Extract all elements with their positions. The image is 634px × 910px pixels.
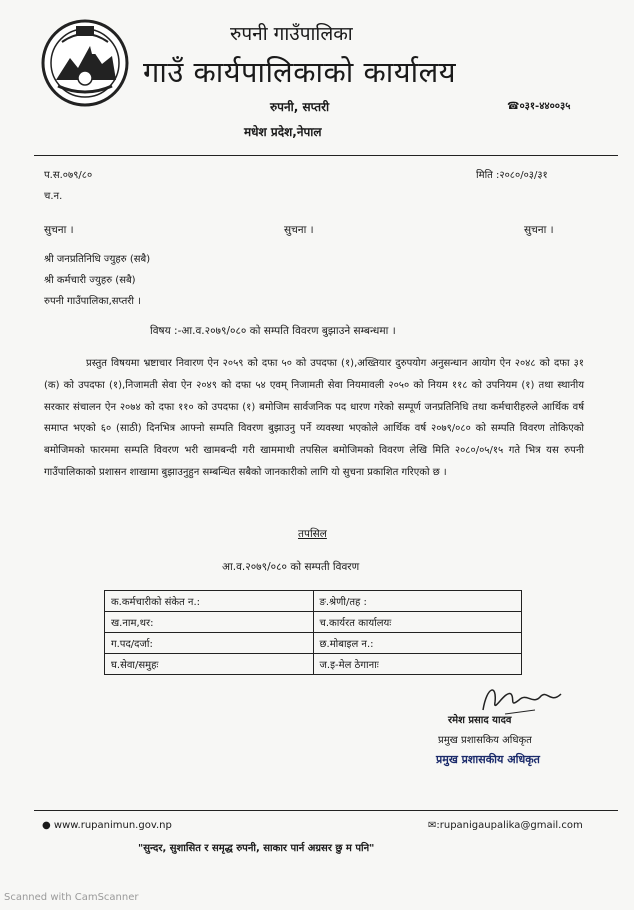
recipient-representatives: श्री जनप्रतिनिधि ज्युहरु (सबै) xyxy=(44,254,151,265)
table-title: आ.व.२०७९/०८० को सम्पती विवरण xyxy=(222,561,360,573)
notice-label-left: सुचना । xyxy=(44,224,74,236)
recipient-staff: श्री कर्मचारी ज्युहरु (सबै) xyxy=(44,275,136,286)
office-phone: ☎०३१-४४००३५ xyxy=(507,101,571,112)
table-row xyxy=(105,591,522,612)
table-cell: ङ.श्रेणी/तह : xyxy=(313,591,522,612)
table-cell: क.कर्मचारीको संकेत न.: xyxy=(105,591,314,612)
email-link[interactable]: rupanigaupalika@gmail.com xyxy=(439,820,583,831)
asset-info-table xyxy=(104,590,522,675)
website-link[interactable]: www.rupanimun.gov.np xyxy=(53,820,172,831)
table-row xyxy=(105,654,522,675)
globe-icon: ● xyxy=(42,820,51,831)
municipality-logo xyxy=(40,18,130,108)
header-divider xyxy=(34,155,618,156)
body-paragraph: प्रस्तुत विषयमा भ्रष्टाचार निवारण ऐन २०५९ को दफा ५० को उपदफा (१),अख्तियार दुरुपयोग अनुसन्धान आयोग ऐन २०४८ को दफा ३१ (क) को उपदफा (१),निजामती सेवा ऐन २०४९ को दफा ५४ एवम् निजामती सेवा नियमावली २०५० को नियम ११८ को उपनियम (१) तथा स्थानीय सरकार संचालन ऐन २०७४ को दफा ११० को उपदफा (१) बमोजिम सार्वजनिक पद धारण गरेको सम्पूर्ण जनप्रतिनिधि तथा कर्मचारीहरुले आर्थिक वर्ष समाप्त भएको ६० (साठी) दिनभित्र आफ्नो सम्पति विवरण बुझाउनु पर्ने व्यवस्था भएकोले आर्थिक वर्ष २०७९/०८० को सम्पति विवरण तोकिएको बमोजिमको फारममा सम्पति विवरण भरी खामबन्दी गरी खाममाथी तपसिल बमोजिमको विवरण लेखि मिति २०८०/०५/१५ गते भित्र यस रुपनी गाउँपालिकाको प्रशासन शाखामा बुझाउनुहुन सम्बन्धित सबैको जानकारीको लागि यो सुचना प्रकाशित गरिएको छ । xyxy=(44,358,584,478)
dispatch-number: च.न. xyxy=(44,191,63,202)
mail-icon: ✉: xyxy=(428,820,440,831)
subject-line: विषय :-आ.व.२०७९/०८० को सम्पति विवरण बुझाउने सम्बन्धमा । xyxy=(150,325,396,337)
notice-label-center: सुचना । xyxy=(284,224,314,236)
table-cell: ग.पद/दर्जा: xyxy=(105,633,314,654)
table-cell: ज.इ-मेल ठेगानाः xyxy=(313,654,522,675)
footer-motto: "सुन्दर, सुशासित र समृद्ध रुपनी, साकार पार्न अग्रसर छु म पनि" xyxy=(138,843,375,854)
table-row xyxy=(105,612,522,633)
reference-number: प.स.०७९/८० xyxy=(44,170,93,181)
municipality-name: रुपनी गाउँपालिका xyxy=(230,23,353,45)
office-province: मधेश प्रदेश,नेपाल xyxy=(244,125,322,139)
signatory-name: रमेश प्रसाद यादव xyxy=(448,715,512,726)
recipient-municipality: रुपनी गाउँपालिका,सप्तरी । xyxy=(44,296,141,307)
notice-label-right: सुचना । xyxy=(524,224,554,236)
table-row xyxy=(105,633,522,654)
scanner-watermark: Scanned with CamScanner xyxy=(4,892,139,903)
footer-website xyxy=(42,820,172,831)
office-name: गाउँ कार्यपालिकाको कार्यालय xyxy=(143,55,457,89)
letter-date: मिति :२०८०/०३/३१ xyxy=(476,170,548,181)
table-cell: ख.नाम,थर: xyxy=(105,612,314,633)
table-cell: घ.सेवा/समुहः xyxy=(105,654,314,675)
official-stamp: प्रमुख प्रशासकीय अधिकृत xyxy=(436,753,540,766)
table-cell: छ.मोबाइल न.: xyxy=(313,633,522,654)
signatory-title: प्रमुख प्रशासकिय अधिकृत xyxy=(438,735,532,746)
table-cell: च.कार्यरत कार्यालयः xyxy=(313,612,522,633)
footer-divider xyxy=(34,810,618,811)
office-location: रुपनी, सप्तरी xyxy=(270,100,330,114)
footer-email xyxy=(428,820,583,831)
tapasil-heading: तपसिल xyxy=(298,528,327,540)
